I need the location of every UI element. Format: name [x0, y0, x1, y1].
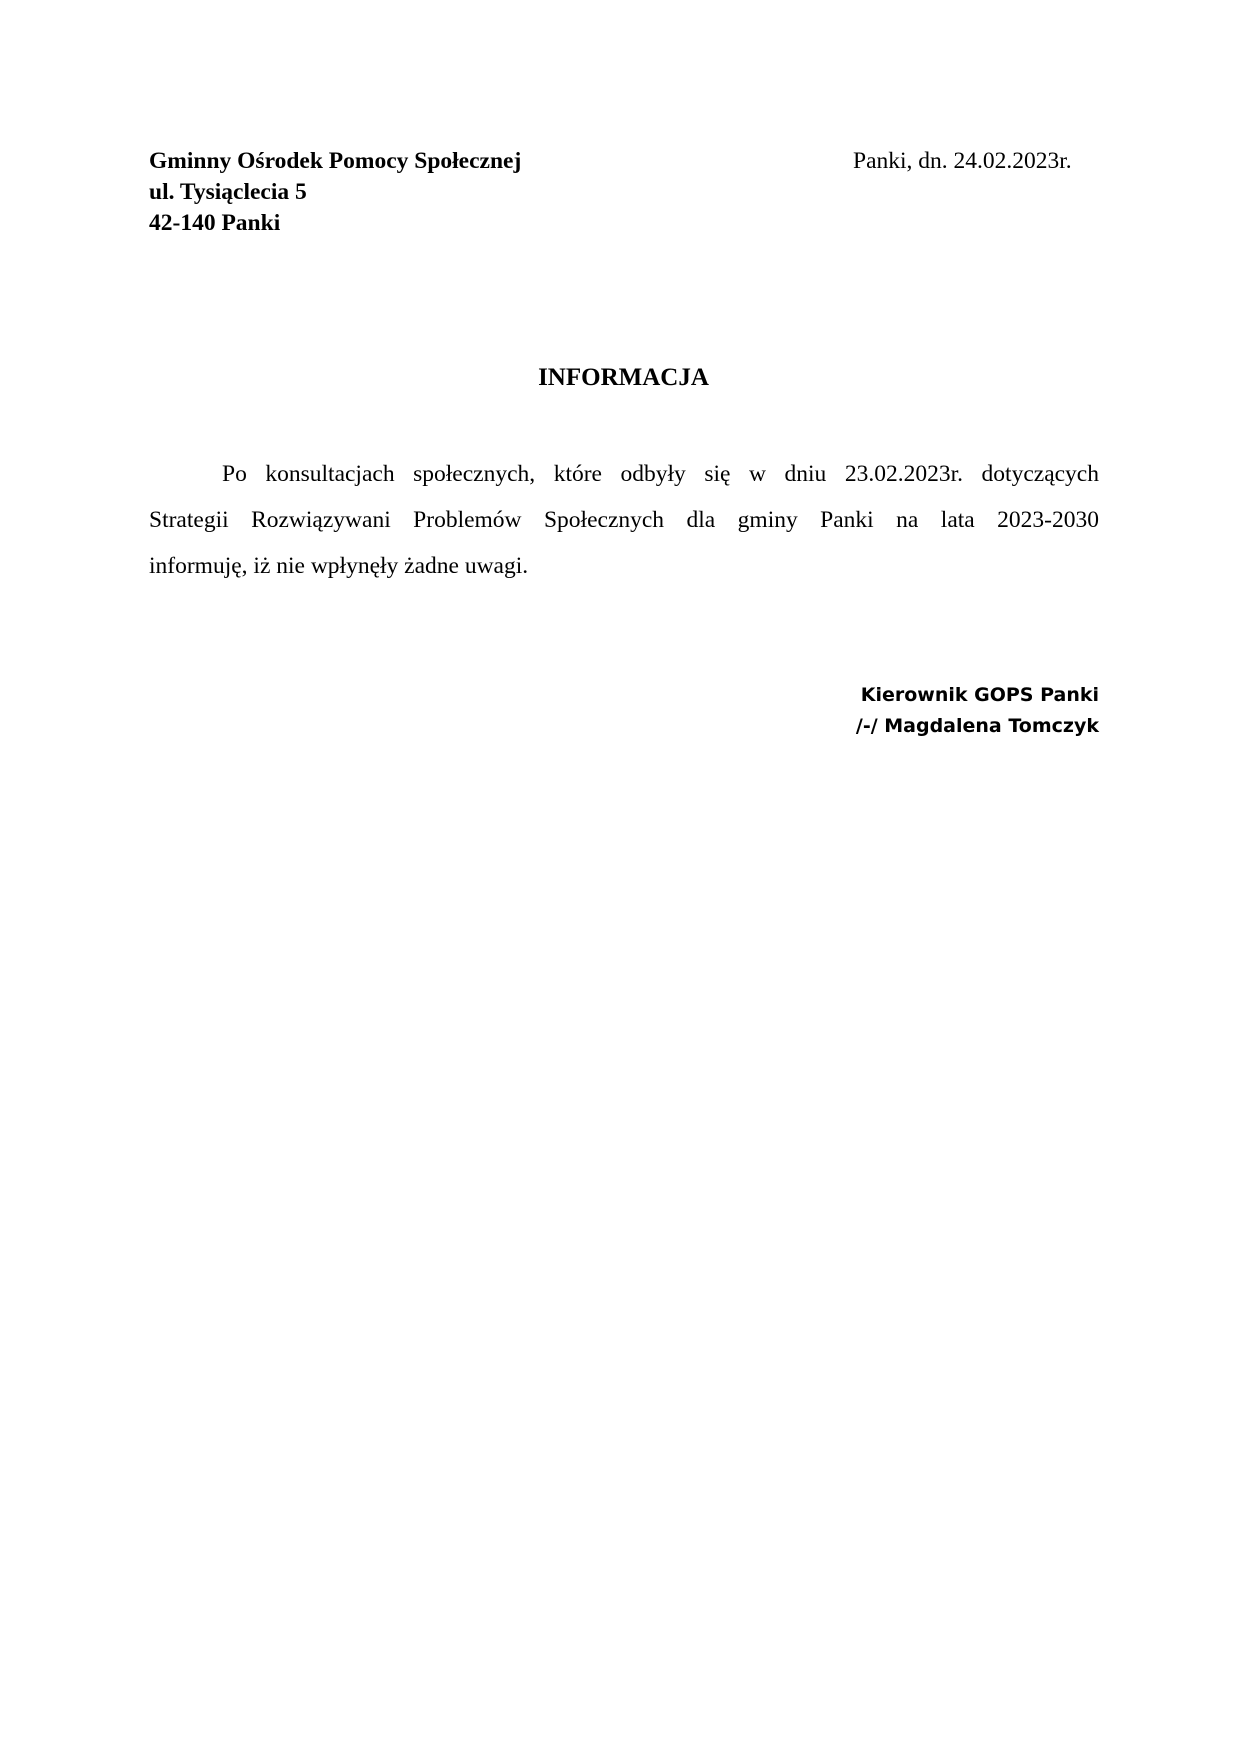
body-paragraph	[149, 451, 1099, 589]
sender-street: ul. Tysiąclecia 5	[149, 179, 307, 205]
body-line-3: informuję, iż nie wpłynęły żadne uwagi.	[149, 553, 529, 579]
signature-block	[856, 680, 1099, 742]
sender-address-block	[149, 146, 521, 239]
signature-role: Kierownik GOPS Panki	[860, 684, 1099, 706]
body-line-2: Strategii Rozwiązywani Problemów Społecznych dla gminy Panki na lata 2023-2030	[149, 507, 1099, 533]
sender-name: Gminny Ośrodek Pomocy Społecznej	[149, 148, 522, 174]
place-and-date: Panki, dn. 24.02.2023r.	[853, 148, 1072, 174]
signature-name: /-/ Magdalena Tomczyk	[855, 715, 1099, 737]
sender-postal-city: 42-140 Panki	[149, 210, 281, 236]
document-title: INFORMACJA	[538, 364, 709, 391]
body-line-1: Po konsultacjach społecznych, które odbyły się w dniu 23.02.2023r. dotyczących	[222, 461, 1099, 487]
